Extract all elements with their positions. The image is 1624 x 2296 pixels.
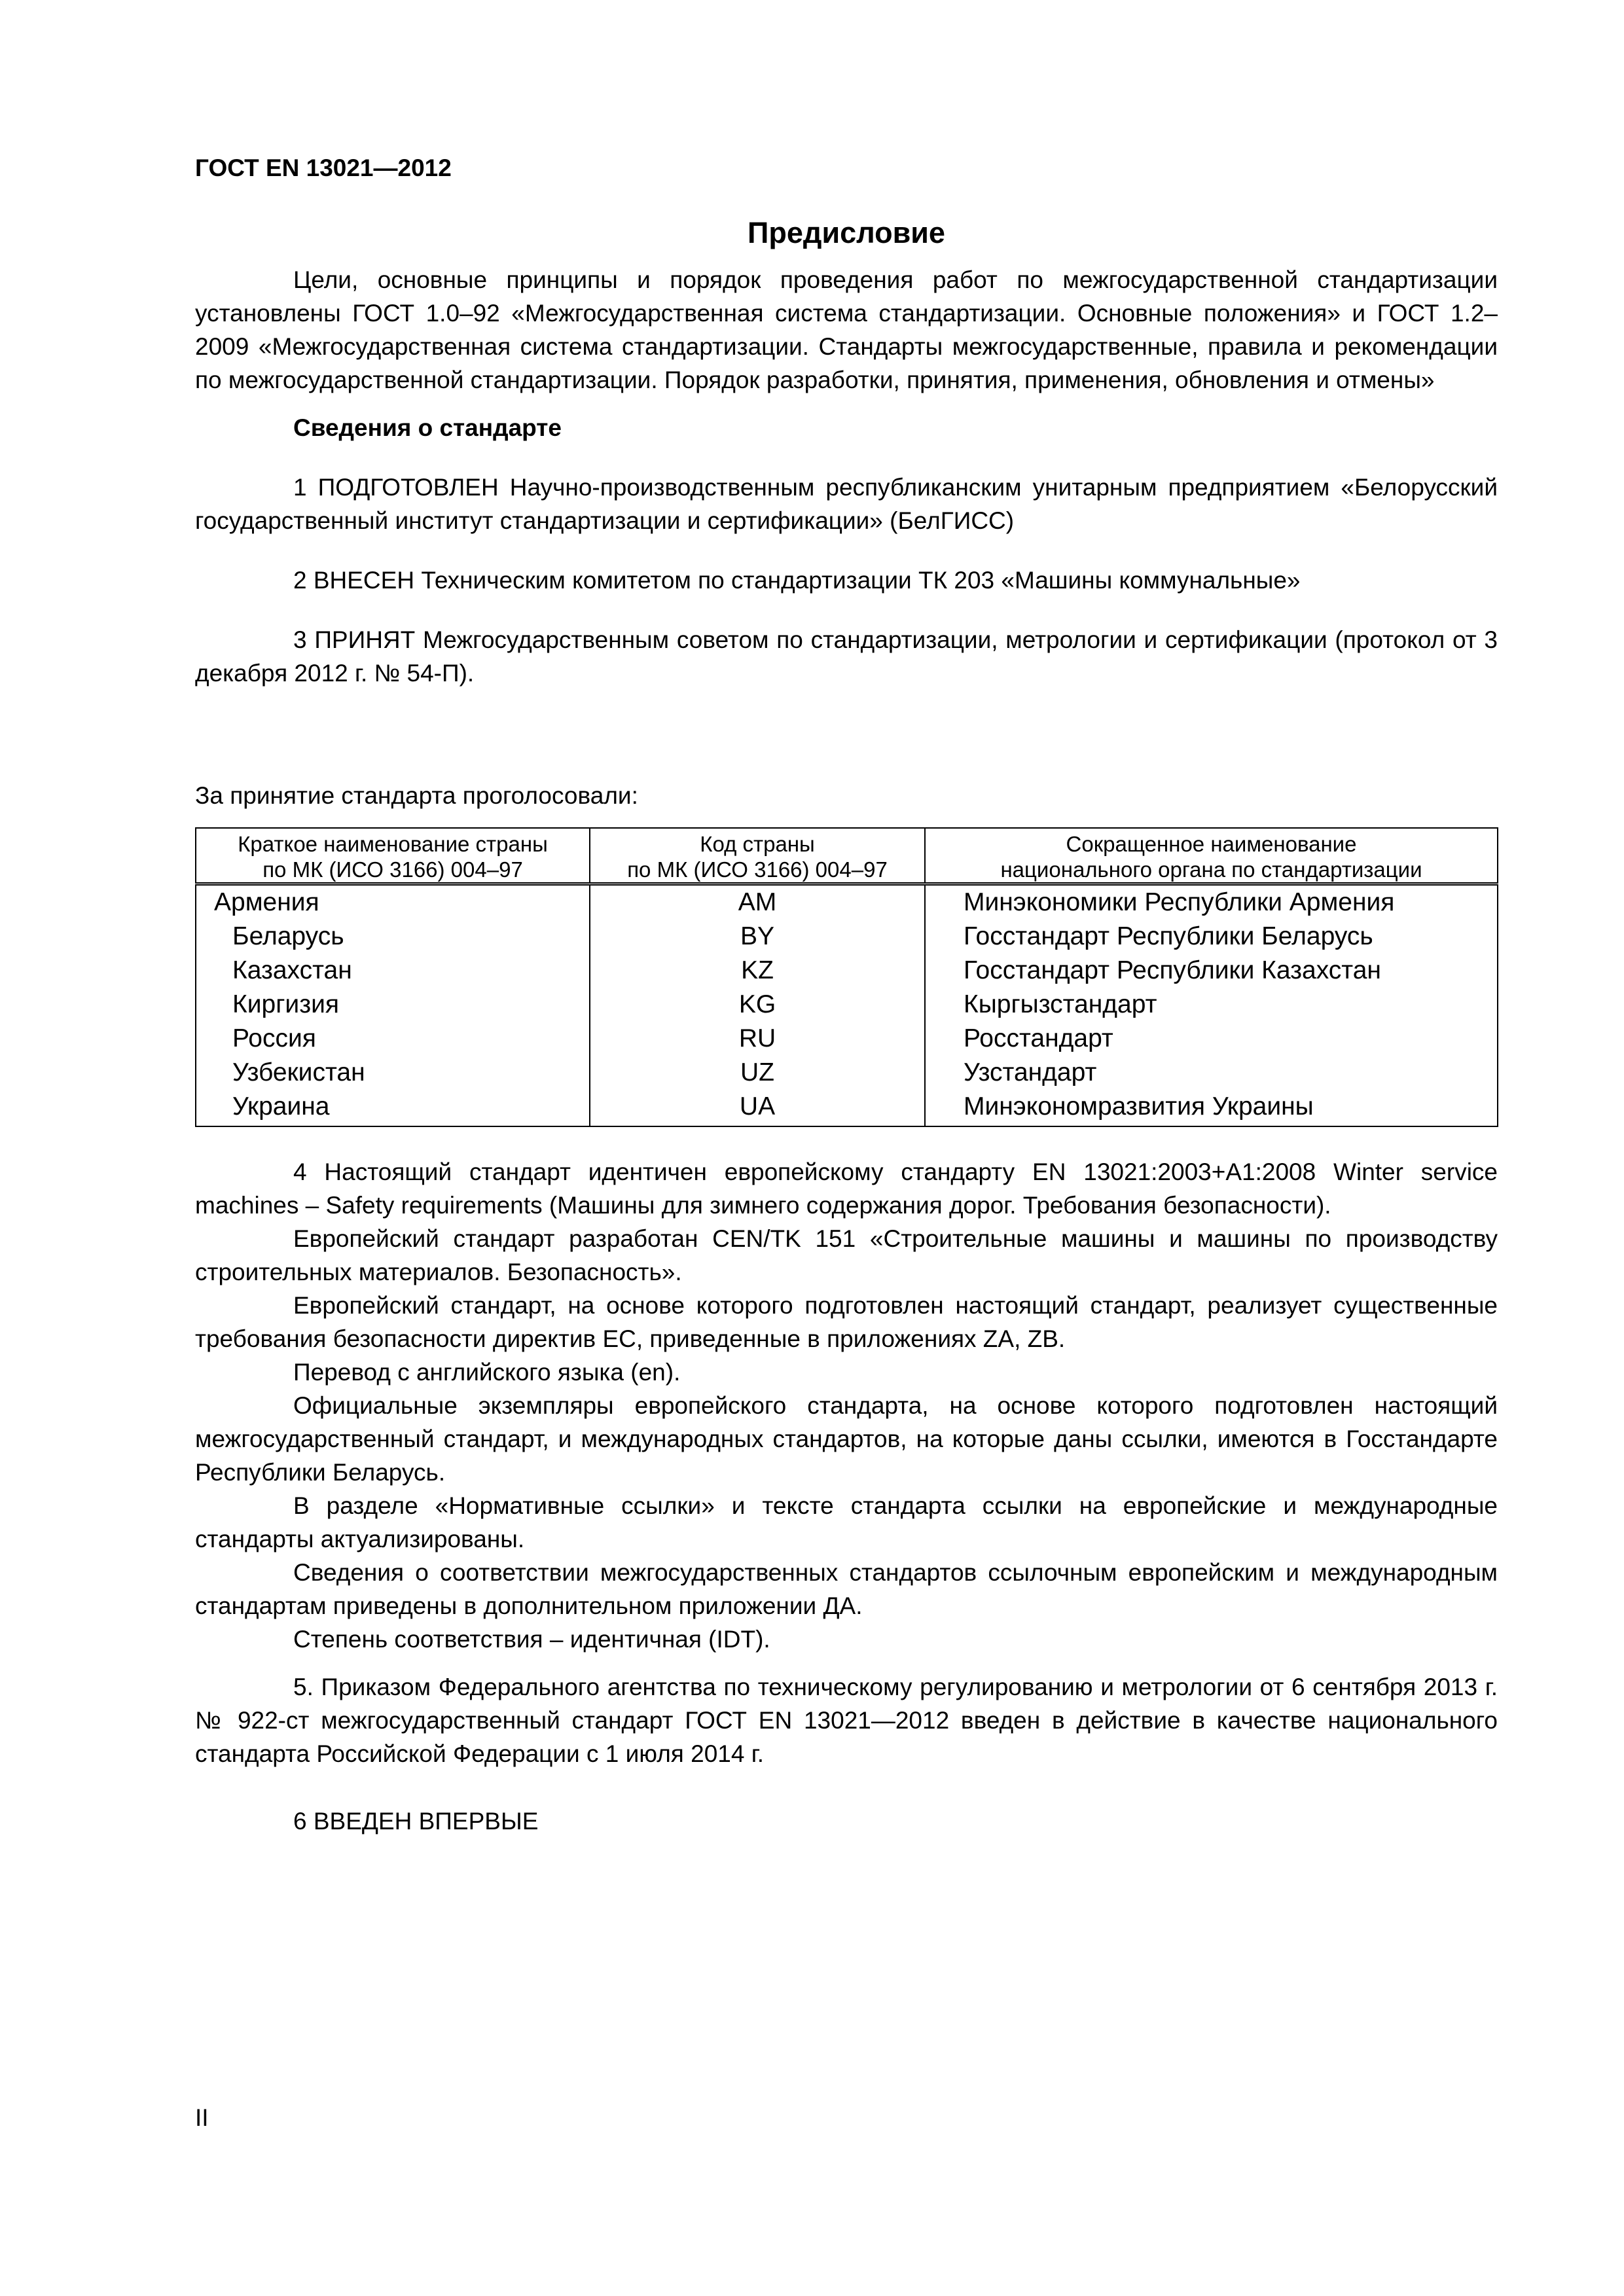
- item-4-correspondence-paragraph: Сведения о соответствии межгосударственных стандартов ссылочным европейским и международным стандартам приведены в дополнительном приложении ДА.: [195, 1559, 1498, 1619]
- cell-country: Узбекистан: [196, 1056, 590, 1090]
- cell-country: Украина: [196, 1090, 590, 1126]
- item-1-paragraph: 1 ПОДГОТОВЛЕН Научно-производственным республиканским унитарным предприятием «Белорусский государственный институт стандартизации и сертификации» (БелГИСС): [195, 474, 1498, 534]
- table-row: [196, 1022, 1498, 1056]
- voting-countries-table: [195, 827, 1498, 1127]
- cell-body: Госстандарт Республики Беларусь: [925, 920, 1498, 954]
- cell-body: Госстандарт Республики Казахстан: [925, 954, 1498, 988]
- table-row: [196, 884, 1498, 920]
- cell-body: Узстандарт: [925, 1056, 1498, 1090]
- cell-code: RU: [590, 1022, 925, 1056]
- cell-code: UA: [590, 1090, 925, 1126]
- item-4-copies-paragraph: Официальные экземпляры европейского стандарта, на основе которого подготовлен настоящий межгосударственный стандарт, и международных стандартов, на которые даны ссылки, имеются в Госстандарте Республики Беларусь.: [195, 1392, 1498, 1486]
- header-country: Краткое наименование страны по МК (ИСО 3166) 004–97: [196, 828, 590, 884]
- item-2-paragraph: 2 ВНЕСЕН Техническим комитетом по стандартизации ТК 203 «Машины коммунальные»: [293, 567, 1301, 594]
- section-heading: Сведения о стандарте: [293, 414, 562, 441]
- cell-body: Минэкономики Республики Армения: [925, 884, 1498, 920]
- vote-caption: За принятие стандарта проголосовали:: [195, 782, 638, 809]
- cell-body: Росстандарт: [925, 1022, 1498, 1056]
- item-6-paragraph: 6 ВВЕДЕН ВПЕРВЫЕ: [293, 1808, 539, 1835]
- cell-body: Кыргызстандарт: [925, 988, 1498, 1022]
- page-title: Предисловие: [748, 216, 945, 249]
- item-5-paragraph: 5. Приказом Федерального агентства по техническому регулированию и метрологии от 6 сентября 2013 г. № 922-ст межгосударственный стандарт ГОСТ EN 13021—2012 введен в действие в качестве национального стандарта Российской Федерации с 1 июля 2014 г.: [195, 1674, 1498, 1767]
- cell-code: KZ: [590, 954, 925, 988]
- table-row: [196, 920, 1498, 954]
- cell-code: UZ: [590, 1056, 925, 1090]
- cell-country: Беларусь: [196, 920, 590, 954]
- vote-caption-block: [195, 779, 1498, 812]
- cell-code: AM: [590, 884, 925, 920]
- table-row: [196, 1056, 1498, 1090]
- cell-country: Россия: [196, 1022, 590, 1056]
- cell-code: KG: [590, 988, 925, 1022]
- item-4-cen-paragraph: Европейский стандарт разработан CEN/TK 151 «Строительные машины и машины по производству строительных материалов. Безопасность».: [195, 1225, 1498, 1285]
- item-4-directives-paragraph: Европейский стандарт, на основе которого подготовлен настоящий стандарт, реализует существенные требования безопасности директив ЕС, приведенные в приложениях ZA, ZB.: [195, 1292, 1498, 1352]
- cell-country: Казахстан: [196, 954, 590, 988]
- item-4-translation-paragraph: Перевод с английского языка (en).: [293, 1359, 681, 1386]
- standard-designation: ГОСТ EN 13021—2012: [195, 154, 452, 181]
- table-header-row: [196, 828, 1498, 884]
- header-body: Сокращенное наименование национального органа по стандартизации: [925, 828, 1498, 884]
- cell-country: Армения: [196, 884, 590, 920]
- header-code: Код страны по МК (ИСО 3166) 004–97: [590, 828, 925, 884]
- cell-body: Минэкономразвития Украины: [925, 1090, 1498, 1126]
- table-row: [196, 1090, 1498, 1126]
- intro-paragraph: Цели, основные принципы и порядок проведения работ по межгосударственной стандартизации установлены ГОСТ 1.0–92 «Межгосударственная система стандартизации. Основные положения» и ГОСТ 1.2–2009 «Межгосударственная система стандартизации. Стандарты межгосударственные, правила и рекомендации по межгосударственной стандартизации. Порядок разработки, принятия, применения, обновления и отмены»: [195, 266, 1498, 393]
- item-4-references-paragraph: В разделе «Нормативные ссылки» и тексте стандарта ссылки на европейские и международные стандарты актуализированы.: [195, 1492, 1498, 1552]
- item-4-degree-paragraph: Степень соответствия – идентичная (IDT).: [293, 1626, 770, 1653]
- foreword-block-bottom: [195, 1155, 1498, 1838]
- cell-code: BY: [590, 920, 925, 954]
- table-row: [196, 954, 1498, 988]
- foreword-block-top: [195, 263, 1498, 690]
- item-4-paragraph: 4 Настоящий стандарт идентичен европейскому стандарту EN 13021:2003+A1:2008 Winter service machines – Safety requirements (Машины для зимнего содержания дорог. Требования безопасности).: [195, 1158, 1498, 1219]
- item-3-paragraph: 3 ПРИНЯТ Межгосударственным советом по стандартизации, метрологии и сертификации (протокол от 3 декабря 2012 г. № 54-П).: [195, 626, 1498, 687]
- page-number: II: [195, 2104, 209, 2131]
- cell-country: Киргизия: [196, 988, 590, 1022]
- table-row: [196, 988, 1498, 1022]
